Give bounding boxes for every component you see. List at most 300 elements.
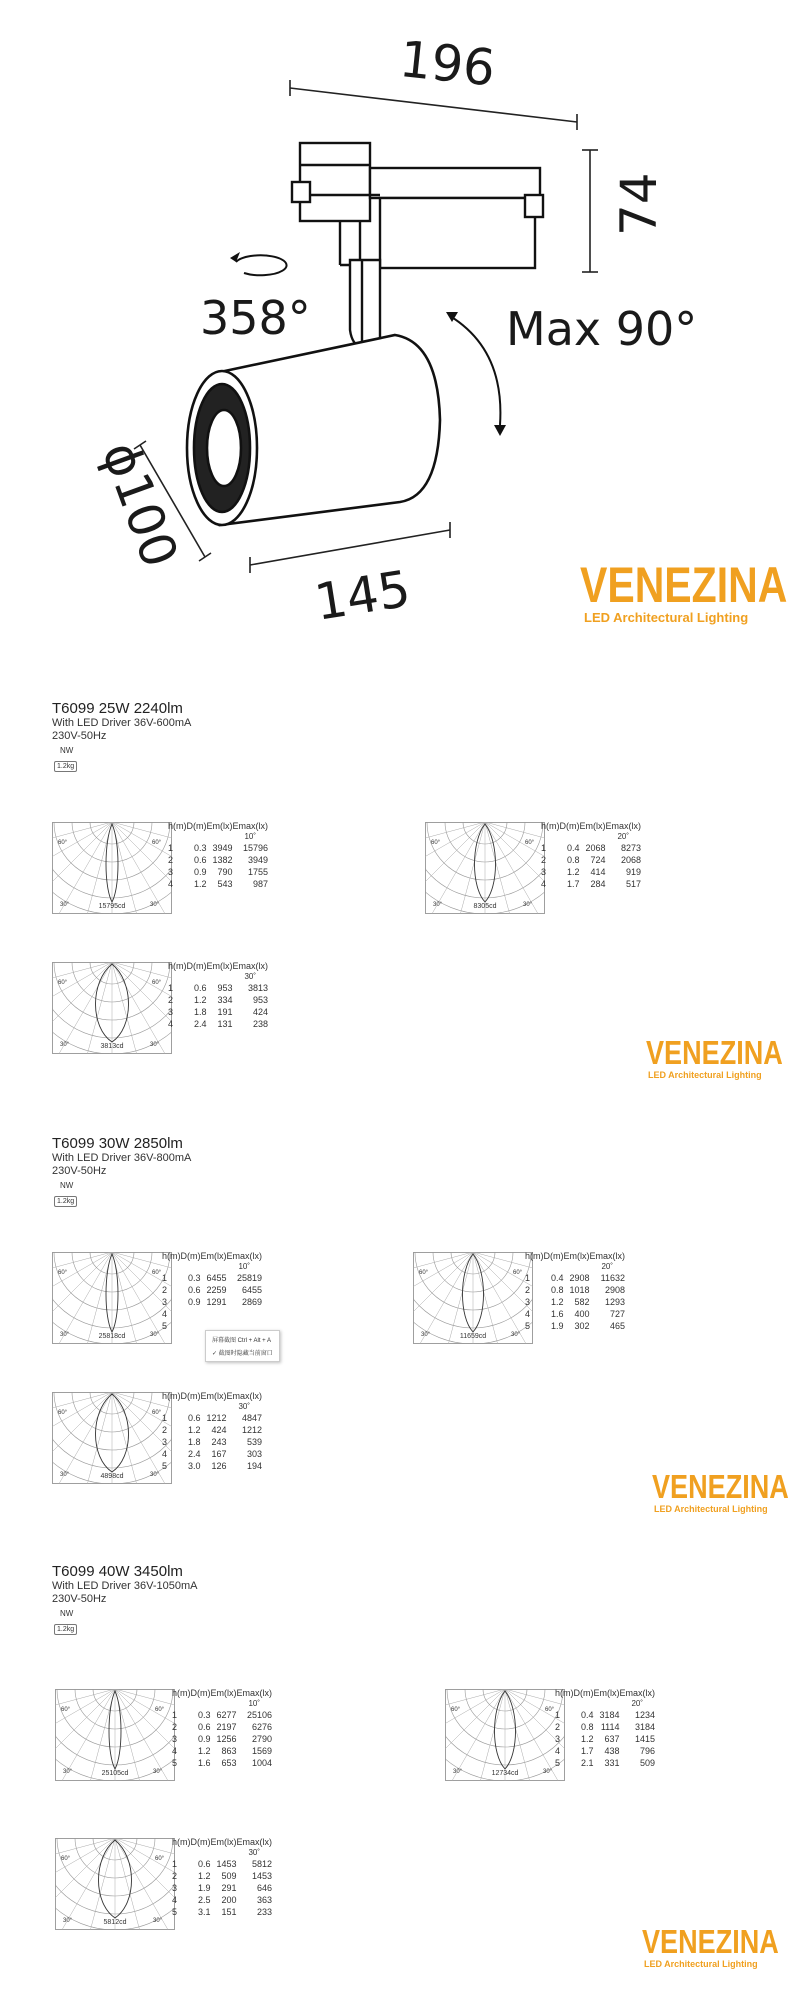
table-cell: 796 — [639, 1746, 655, 1756]
photometric-table — [172, 1687, 272, 1769]
table-cell: 5 — [162, 1461, 168, 1471]
weight-badge: 1.2kg — [54, 761, 77, 772]
brand-name: VENEZINA — [646, 1034, 783, 1071]
polar-diagram-container — [52, 1392, 172, 1484]
table-row — [555, 1745, 655, 1757]
polar-angle-label: 30° — [60, 1042, 70, 1048]
photometric-table — [525, 1250, 625, 1332]
table-cell: 0.9 — [187, 1297, 201, 1307]
voltage-spec: 230V-50Hz — [52, 1165, 107, 1177]
table-cell: 2908 — [569, 1273, 590, 1283]
table-cell: 465 — [609, 1321, 625, 1331]
table-cell: 1 — [168, 843, 174, 853]
polar-candela-diagram — [52, 1392, 172, 1484]
table-cell: 987 — [252, 879, 268, 889]
table-cell: 2 — [162, 1285, 168, 1295]
table-header-cell: Em(lx) — [206, 961, 233, 971]
table-cell — [181, 1308, 201, 1320]
polar-angle-label: 60° — [58, 1410, 68, 1416]
table-cell: 2197 — [216, 1722, 237, 1732]
table-cell: 3 — [162, 1437, 168, 1447]
table-cell: 1 — [172, 1859, 178, 1869]
product-dimension-drawing — [0, 0, 798, 640]
polar-angle-label: 30° — [153, 1918, 163, 1924]
polar-angle-label: 60° — [152, 1410, 162, 1416]
table-cell: 2 — [172, 1722, 178, 1732]
context-menu-item-label: 截图时隐藏当前窗口 — [218, 1351, 273, 1357]
table-cell: 724 — [590, 855, 606, 865]
table-cell: 539 — [246, 1437, 262, 1447]
polar-diagram-container — [413, 1252, 533, 1344]
table-cell: 194 — [246, 1461, 262, 1471]
table-cell: 1.2 — [193, 995, 207, 1005]
polar-angle-label: 60° — [58, 840, 68, 846]
table-cell: 1.6 — [197, 1758, 211, 1768]
table-cell: 1.6 — [550, 1309, 564, 1319]
polar-peak-candela: 25818cd — [98, 1333, 126, 1340]
table-cell: 1.8 — [187, 1437, 201, 1447]
table-header-cell: D(m) — [190, 1837, 211, 1847]
table-cell: 0.9 — [197, 1734, 211, 1744]
table-row — [525, 1296, 625, 1308]
polar-angle-label: 60° — [419, 1270, 429, 1276]
polar-angle-label: 30° — [153, 1769, 163, 1775]
voltage-spec: 230V-50Hz — [52, 1593, 107, 1605]
brand-logo-top — [580, 557, 798, 625]
table-cell: 1114 — [600, 1722, 620, 1732]
table-cell: 5 — [162, 1321, 168, 1331]
table-cell: 3184 — [634, 1722, 655, 1732]
table-cell: 0.6 — [197, 1859, 211, 1869]
table-cell: 238 — [252, 1019, 268, 1029]
table-cell: 517 — [625, 879, 641, 889]
table-cell: 543 — [217, 879, 233, 889]
table-cell: 5 — [525, 1321, 531, 1331]
dim-diameter-label: ϕ100 — [90, 434, 190, 575]
polar-angle-label: 30° — [150, 1472, 160, 1478]
context-menu-item-screenshot[interactable]: 屏幕截图 Ctrl + Alt + A — [212, 1338, 272, 1344]
table-row — [168, 878, 268, 890]
table-cell: 2.4 — [193, 1019, 207, 1029]
driver-spec: With LED Driver 36V-800mA — [52, 1152, 192, 1164]
table-header-row — [541, 820, 641, 832]
table-cell: 11632 — [600, 1273, 625, 1283]
table-cell: 424 — [211, 1425, 227, 1435]
table-cell: 8273 — [620, 843, 641, 853]
table-row — [162, 1424, 262, 1436]
brand-logo-section-1 — [646, 1036, 798, 1080]
table-header-cell: Emax(lx) — [589, 1251, 625, 1261]
polar-angle-label: 30° — [150, 902, 160, 908]
table-header-cell: Em(lx) — [200, 1391, 227, 1401]
section-title: T6099 40W 3450lm — [52, 1563, 183, 1580]
polar-angle-label: 30° — [433, 902, 443, 908]
table-header-cell: h(m) — [555, 1688, 574, 1698]
dim-width-label: 196 — [396, 29, 498, 98]
table-cell: 863 — [221, 1746, 237, 1756]
polar-angle-label: 60° — [61, 1707, 71, 1713]
table-row — [168, 1006, 268, 1018]
table-cell: 0.9 — [193, 867, 207, 877]
color-temp-label: NW — [60, 746, 74, 755]
context-menu-item-hide-window[interactable] — [206, 1346, 279, 1359]
table-cell: 953 — [217, 983, 233, 993]
photometric-table — [168, 820, 268, 890]
beam-angle-row — [168, 832, 268, 842]
table-cell: 1 — [162, 1413, 168, 1423]
table-cell: 4 — [168, 1019, 174, 1029]
table-cell: 243 — [211, 1437, 227, 1447]
table-cell: 131 — [217, 1019, 233, 1029]
table-cell: 0.4 — [550, 1273, 564, 1283]
table-cell: 2.1 — [580, 1758, 594, 1768]
table-cell: 1 — [525, 1273, 531, 1283]
polar-angle-label: 30° — [60, 1332, 70, 1338]
table-cell: 1755 — [247, 867, 268, 877]
table-header-row — [172, 1836, 272, 1848]
beam-angle-row — [172, 1699, 272, 1709]
table-cell: 1.9 — [197, 1883, 211, 1893]
table-cell: 191 — [217, 1007, 233, 1017]
brand-name: VENEZINA — [642, 1923, 779, 1960]
polar-angle-label: 60° — [513, 1270, 523, 1276]
table-cell: 6455 — [206, 1273, 227, 1283]
driver-spec: With LED Driver 36V-1050mA — [52, 1580, 198, 1592]
table-cell: 1.7 — [580, 1746, 594, 1756]
table-header-cell: h(m) — [172, 1837, 191, 1847]
table-cell: 1291 — [206, 1297, 227, 1307]
table-header-cell: Em(lx) — [563, 1251, 590, 1261]
table-header-cell: D(m) — [573, 1688, 594, 1698]
table-cell: 2.4 — [187, 1449, 201, 1459]
table-cell — [227, 1308, 263, 1320]
table-cell: 424 — [252, 1007, 268, 1017]
table-row — [172, 1882, 272, 1894]
polar-candela-diagram — [52, 962, 172, 1054]
voltage-spec: 230V-50Hz — [52, 730, 107, 742]
table-cell: 509 — [639, 1758, 655, 1768]
table-cell: 3 — [168, 1007, 174, 1017]
color-temp-label: NW — [60, 1181, 74, 1190]
table-row — [172, 1894, 272, 1906]
table-cell: 1 — [168, 983, 174, 993]
table-cell: 4847 — [241, 1413, 262, 1423]
table-cell: 2 — [541, 855, 547, 865]
beam-angle-label: 10˚ — [238, 1262, 250, 1271]
table-cell: 414 — [590, 867, 606, 877]
table-header-row — [525, 1250, 625, 1262]
table-row — [162, 1272, 262, 1284]
polar-angle-label: 60° — [545, 1707, 555, 1713]
polar-diagram-container — [445, 1689, 565, 1781]
table-cell: 3 — [168, 867, 174, 877]
table-row — [555, 1709, 655, 1721]
table-cell: 0.4 — [566, 843, 580, 853]
table-cell: 637 — [604, 1734, 620, 1744]
table-row — [168, 866, 268, 878]
table-cell: 1.2 — [197, 1746, 211, 1756]
table-row — [555, 1757, 655, 1769]
table-cell: 3949 — [212, 843, 233, 853]
table-cell: 0.3 — [187, 1273, 201, 1283]
table-cell: 2790 — [251, 1734, 272, 1744]
table-row — [172, 1858, 272, 1870]
table-header-cell: h(m) — [168, 961, 187, 971]
table-row — [162, 1284, 262, 1296]
dim-length-label: 145 — [310, 559, 415, 632]
table-cell: 1.7 — [566, 879, 580, 889]
table-row — [172, 1757, 272, 1769]
section-header — [52, 1135, 191, 1208]
table-cell: 5 — [172, 1758, 178, 1768]
polar-angle-label: 60° — [58, 980, 68, 986]
table-cell: 2 — [168, 995, 174, 1005]
table-cell: 0.4 — [580, 1710, 594, 1720]
table-header-cell: Emax(lx) — [605, 821, 641, 831]
table-cell: 6277 — [216, 1710, 237, 1720]
table-cell: 2259 — [206, 1285, 227, 1295]
brand-tagline: LED Architectural Lighting — [648, 1070, 762, 1080]
table-cell: 3184 — [599, 1710, 620, 1720]
table-cell: 5812 — [251, 1859, 272, 1869]
beam-angle-row — [162, 1262, 262, 1272]
polar-diagram-container — [52, 1252, 172, 1344]
table-header-cell: Em(lx) — [200, 1251, 227, 1261]
table-cell: 2068 — [620, 855, 641, 865]
polar-peak-candela: 15795cd — [98, 903, 126, 910]
polar-peak-candela: 11659cd — [459, 1333, 487, 1340]
table-header-cell: Em(lx) — [579, 821, 606, 831]
table-row — [172, 1906, 272, 1918]
photometric-table — [168, 960, 268, 1030]
table-cell: 0.6 — [197, 1722, 211, 1732]
polar-peak-candela: 8305cd — [473, 903, 497, 910]
brand-tagline: LED Architectural Lighting — [654, 1504, 768, 1514]
table-row — [162, 1412, 262, 1424]
dim-height-label: 74 — [610, 172, 668, 236]
table-header-cell: Emax(lx) — [226, 1251, 262, 1261]
table-cell: 0.3 — [197, 1710, 211, 1720]
table-cell: 1 — [541, 843, 547, 853]
beam-angle-label: 30˚ — [244, 972, 256, 981]
dim-tilt-label: Max 90° — [506, 302, 698, 356]
photometric-table — [172, 1836, 272, 1918]
table-row — [525, 1272, 625, 1284]
table-cell: 3.1 — [197, 1907, 211, 1917]
table-cell: 3 — [541, 867, 547, 877]
table-cell: 1.2 — [197, 1871, 211, 1881]
polar-diagram-container — [55, 1838, 175, 1930]
table-cell: 25106 — [246, 1710, 272, 1720]
polar-diagram-container — [52, 962, 172, 1054]
table-header-cell: h(m) — [525, 1251, 544, 1261]
table-row — [162, 1448, 262, 1460]
table-header-cell: h(m) — [162, 1391, 181, 1401]
polar-angle-label: 30° — [421, 1332, 431, 1338]
table-cell: 1382 — [212, 855, 233, 865]
table-cell: 582 — [574, 1297, 590, 1307]
color-temp-label: NW — [60, 1609, 74, 1618]
table-cell: 2 — [168, 855, 174, 865]
table-cell: 3813 — [247, 983, 268, 993]
polar-angle-label: 60° — [61, 1856, 71, 1862]
table-cell: 0.6 — [193, 983, 207, 993]
table-header-cell: D(m) — [180, 1391, 201, 1401]
brand-logo-section-2 — [652, 1470, 798, 1514]
table-cell: 2 — [525, 1285, 531, 1295]
table-header-cell: h(m) — [541, 821, 560, 831]
table-cell: 4 — [525, 1309, 531, 1319]
table-cell: 5 — [555, 1758, 561, 1768]
table-row — [555, 1733, 655, 1745]
table-cell: 3.0 — [187, 1461, 201, 1471]
section-title: T6099 25W 2240lm — [52, 700, 183, 717]
section-title: T6099 30W 2850lm — [52, 1135, 183, 1152]
polar-candela-diagram — [55, 1689, 175, 1781]
table-header-row — [168, 960, 268, 972]
table-cell: 0.6 — [187, 1413, 201, 1423]
table-header-cell: Emax(lx) — [236, 1688, 272, 1698]
table-cell: 4 — [172, 1895, 178, 1905]
table-cell: 1453 — [216, 1859, 237, 1869]
polar-angle-label: 60° — [451, 1707, 461, 1713]
table-cell: 1256 — [216, 1734, 237, 1744]
section-header — [52, 1563, 198, 1636]
beam-angle-label: 30˚ — [238, 1402, 250, 1411]
table-cell: 1234 — [634, 1710, 655, 1720]
beam-angle-row — [541, 832, 641, 842]
table-row — [541, 854, 641, 866]
table-cell: 2908 — [604, 1285, 625, 1295]
check-icon: ✓ — [212, 1351, 219, 1357]
polar-peak-candela: 5812cd — [103, 1919, 127, 1926]
photometric-table — [555, 1687, 655, 1769]
table-cell: 0.3 — [193, 843, 207, 853]
polar-angle-label: 30° — [150, 1042, 160, 1048]
table-cell: 4 — [162, 1309, 168, 1319]
weight-badge: 1.2kg — [54, 1624, 77, 1635]
brand-tagline: LED Architectural Lighting — [644, 1959, 758, 1969]
polar-candela-diagram — [52, 822, 172, 914]
table-row — [168, 854, 268, 866]
table-header-cell: h(m) — [162, 1251, 181, 1261]
beam-angle-row — [168, 972, 268, 982]
table-cell: 1212 — [241, 1425, 262, 1435]
table-header-cell: Em(lx) — [206, 821, 233, 831]
table-cell: 126 — [211, 1461, 227, 1471]
beam-angle-row — [162, 1402, 262, 1412]
table-cell: 6276 — [251, 1722, 272, 1732]
polar-angle-label: 60° — [155, 1856, 165, 1862]
table-header-cell: D(m) — [186, 961, 207, 971]
table-cell: 1 — [555, 1710, 561, 1720]
table-row — [541, 866, 641, 878]
table-cell: 4 — [172, 1746, 178, 1756]
polar-candela-diagram — [413, 1252, 533, 1344]
table-cell: 0.6 — [187, 1285, 201, 1295]
table-cell: 1.2 — [193, 879, 207, 889]
table-cell: 302 — [574, 1321, 590, 1331]
table-cell: 4 — [541, 879, 547, 889]
table-cell: 0.8 — [566, 855, 580, 865]
table-cell: 3 — [162, 1297, 168, 1307]
table-cell: 331 — [604, 1758, 620, 1768]
table-cell: 4 — [555, 1746, 561, 1756]
table-cell: 1453 — [251, 1871, 272, 1881]
table-row — [541, 842, 641, 854]
table-header-row — [162, 1390, 262, 1402]
table-cell: 334 — [217, 995, 233, 1005]
photometric-table — [541, 820, 641, 890]
table-cell: 5 — [172, 1907, 178, 1917]
beam-angle-label: 20˚ — [617, 832, 629, 841]
polar-angle-label: 30° — [60, 902, 70, 908]
beam-angle-label: 10˚ — [248, 1699, 260, 1708]
polar-angle-label: 60° — [152, 840, 162, 846]
beam-angle-row — [555, 1699, 655, 1709]
table-header-row — [172, 1687, 272, 1699]
table-cell: 2068 — [585, 843, 606, 853]
weight-badge: 1.2kg — [54, 1196, 77, 1207]
table-row — [525, 1320, 625, 1332]
polar-angle-label: 60° — [525, 840, 535, 846]
table-cell: 1212 — [206, 1413, 227, 1423]
polar-candela-diagram — [52, 1252, 172, 1344]
table-header-cell: Em(lx) — [210, 1837, 237, 1847]
table-header-cell: h(m) — [172, 1688, 191, 1698]
table-header-cell: Emax(lx) — [232, 821, 268, 831]
table-row — [172, 1870, 272, 1882]
section-header — [52, 700, 191, 773]
table-cell: 200 — [221, 1895, 237, 1905]
brand-name: VENEZINA — [580, 557, 788, 613]
dim-rotation-label: 358° — [200, 291, 311, 345]
polar-peak-candela: 25105cd — [101, 1770, 129, 1777]
polar-peak-candela: 12734cd — [491, 1770, 519, 1777]
table-header-cell: Emax(lx) — [619, 1688, 655, 1698]
screenshot-context-menu — [205, 1330, 280, 1362]
table-cell — [181, 1320, 201, 1332]
table-cell: 6455 — [241, 1285, 262, 1295]
table-cell: 0.8 — [550, 1285, 564, 1295]
table-header-row — [162, 1250, 262, 1262]
table-cell: 0.6 — [193, 855, 207, 865]
polar-angle-label: 60° — [431, 840, 441, 846]
table-row — [525, 1284, 625, 1296]
polar-peak-candela: 4898cd — [100, 1473, 124, 1480]
table-header-cell: h(m) — [168, 821, 187, 831]
table-cell: 2 — [555, 1722, 561, 1732]
table-row — [168, 1018, 268, 1030]
polar-diagram-container — [52, 822, 172, 914]
table-header-cell: Em(lx) — [210, 1688, 237, 1698]
beam-angle-label: 20˚ — [631, 1699, 643, 1708]
polar-candela-diagram — [55, 1838, 175, 1930]
table-row — [168, 842, 268, 854]
table-cell: 727 — [609, 1309, 625, 1319]
polar-diagram-container — [55, 1689, 175, 1781]
table-cell: 1.2 — [566, 867, 580, 877]
table-cell: 15796 — [242, 843, 268, 853]
table-header-row — [555, 1687, 655, 1699]
table-cell: 3 — [525, 1297, 531, 1307]
table-header-cell: D(m) — [190, 1688, 211, 1698]
table-cell: 919 — [625, 867, 641, 877]
table-row — [172, 1721, 272, 1733]
polar-angle-label: 30° — [453, 1769, 463, 1775]
table-cell: 1.2 — [580, 1734, 594, 1744]
table-header-cell: Emax(lx) — [232, 961, 268, 971]
